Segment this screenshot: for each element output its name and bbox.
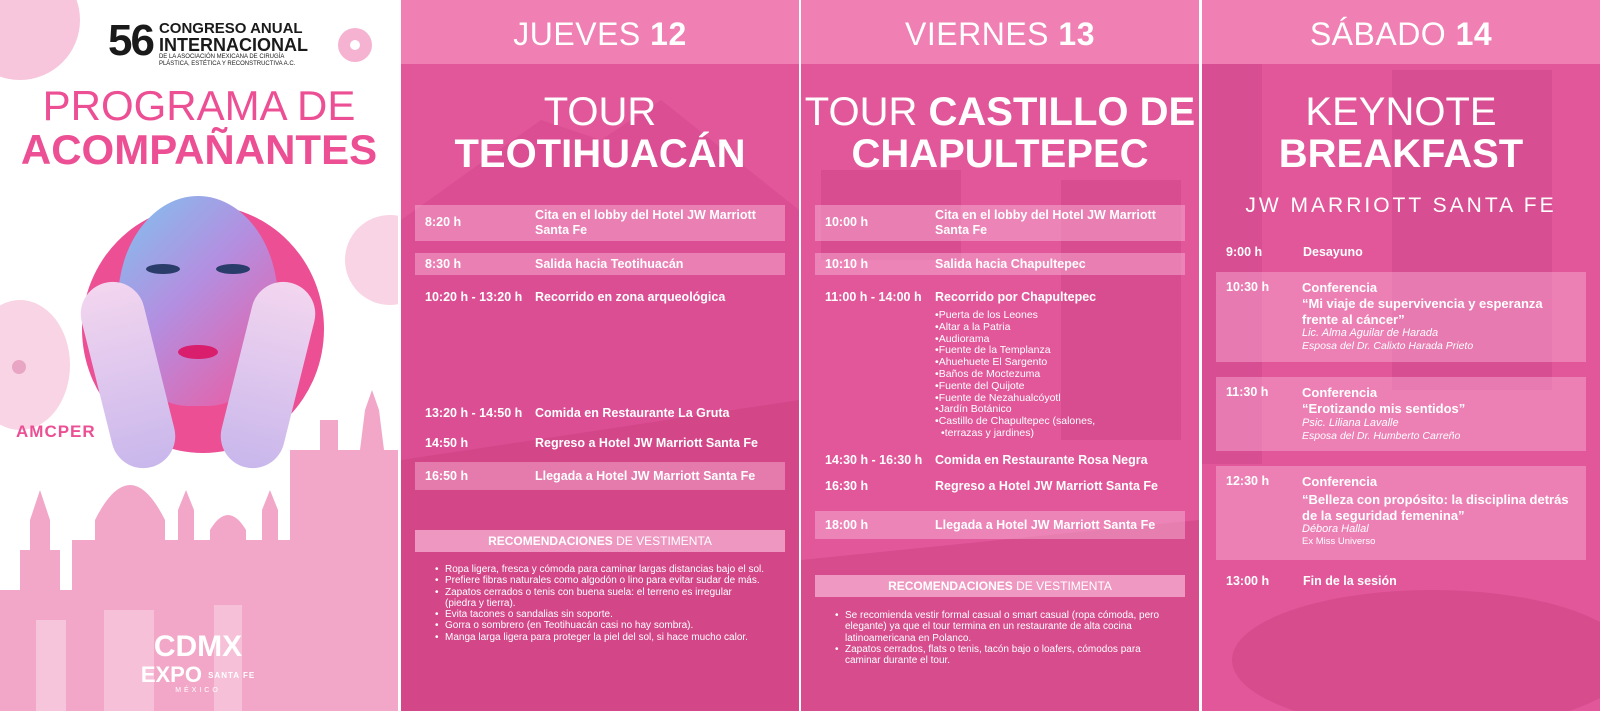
- recommendations-list: [835, 610, 1165, 666]
- logo-text: [159, 18, 309, 68]
- schedule-time: 11:00 h - 14:00 h: [825, 290, 922, 304]
- schedule-desc: Llegada a Hotel JW Marriott Santa Fe: [535, 469, 756, 483]
- event-venue: JW MARRIOTT SANTA FE: [1245, 194, 1557, 217]
- tour-title-light: TOUR: [543, 90, 657, 134]
- schedule-desc: Comida en Restaurante La Gruta: [535, 406, 730, 420]
- tour-title-bold-1: CASTILLO DE: [928, 90, 1196, 134]
- schedule-row: [815, 453, 1185, 473]
- conference-time: 12:30 h: [1226, 474, 1270, 488]
- day-name: VIERNES: [905, 16, 1049, 52]
- expo-logo-suffix: SANTA FE: [208, 671, 256, 681]
- site-item: • Fuente de la Templanza: [935, 345, 1095, 357]
- conference-speaker: Débora Hallal: [1302, 523, 1369, 535]
- schedule-desc: Llegada a Hotel JW Marriott Santa Fe: [935, 518, 1156, 532]
- schedule-row: [815, 253, 1185, 275]
- recommendations-list: [435, 564, 765, 643]
- cover-panel: [0, 0, 398, 711]
- conference-title: “Belleza con propósito: la disciplina detrás de la seguridad femenina”: [1302, 492, 1569, 523]
- conference-details: [1302, 280, 1574, 353]
- logo-line-3: DE LA ASOCIACIÓN MEXICANA DE CIRUGÍA PLÁSTICA, ESTÉTICA Y RECONSTRUCTIVA A.C.: [158, 54, 296, 67]
- schedule-time: 18:00 h: [825, 518, 869, 532]
- face-lips: [178, 345, 218, 359]
- site-item: • Jardín Botánico: [935, 404, 1095, 416]
- conference-speaker-note: Esposa del Dr. Humberto Carreño: [1302, 429, 1461, 442]
- site-item: • Castillo de Chapultepec (salones,: [935, 416, 1095, 428]
- cover-title-line-2: ACOMPAÑANTES: [20, 126, 378, 173]
- expo-logo-line-1: CDMX: [153, 630, 243, 663]
- day-name: SÁBADO: [1309, 16, 1447, 52]
- schedule-row: [815, 290, 1185, 310]
- decorative-circle: [12, 360, 26, 374]
- recommendations-header: [815, 575, 1185, 597]
- tour-title: [401, 92, 799, 174]
- schedule-desc: Cita en el lobby del Hotel JW Marriott Santa Fe: [535, 208, 756, 237]
- reco-header-rest: DE VESTIMENTA: [1012, 579, 1112, 593]
- schedule-row: [415, 290, 785, 310]
- conference-label: Conferencia: [1302, 474, 1378, 489]
- site-item: • Fuente del Quijote: [935, 381, 1095, 393]
- conference-block: [1216, 272, 1586, 362]
- schedule-row: [415, 253, 785, 275]
- day-number: 14: [1455, 16, 1493, 52]
- tour-title-bold: TEOTIHUACÁN: [454, 132, 746, 176]
- conference-block: [1216, 377, 1586, 451]
- conference-speaker: Lic. Alma Aguilar de Harada: [1302, 327, 1439, 339]
- schedule-desc: Regreso a Hotel JW Marriott Santa Fe: [935, 479, 1158, 493]
- schedule-desc: Cita en el lobby del Hotel JW Marriott Santa Fe: [935, 208, 1156, 237]
- tour-title: [801, 92, 1199, 174]
- logo-line-2: INTERNACIONAL: [158, 35, 308, 55]
- schedule-row: [815, 205, 1185, 241]
- schedule-time: 14:30 h - 16:30 h: [825, 453, 923, 467]
- schedule-time: 10:00 h: [825, 215, 869, 229]
- schedule-time: 13:00 h: [1226, 574, 1270, 588]
- site-item: • Audiorama: [935, 334, 1095, 346]
- recommendation-item: • Se recomienda vestir formal casual o smart casual (ropa cómoda, pero elegante) ya que el tour termina en un restaurante de alta cocina latinoamericana en Polanco.: [835, 610, 1165, 644]
- expo-logo-line-3: MÉXICO: [175, 687, 221, 695]
- recommendation-item: • Gorra o sombrero (en Teotihuacán casi no hay sombra).: [435, 620, 765, 631]
- cover-title: [0, 84, 398, 172]
- event-title: [1202, 92, 1600, 174]
- conference-time: 10:30 h: [1226, 280, 1270, 294]
- schedule-time: 9:00 h: [1226, 245, 1263, 259]
- decorative-circle: [0, 0, 80, 80]
- schedule-time: 8:20 h: [425, 215, 462, 229]
- decorative-circle: [350, 40, 360, 50]
- schedule-row: [415, 462, 785, 490]
- schedule-time: 16:30 h: [825, 479, 869, 493]
- recommendation-item: • Evita tacones o sandalias sin soporte.: [435, 609, 765, 620]
- congress-logo: [108, 18, 309, 68]
- schedule-row: [1216, 245, 1586, 265]
- recommendation-item: • Ropa ligera, fresca y cómoda para caminar largas distancias bajo el sol.: [435, 564, 765, 575]
- site-item: • Altar a la Patria: [935, 322, 1095, 334]
- event-title-line-2: BREAKFAST: [1278, 132, 1524, 176]
- conference-label: Conferencia: [1302, 385, 1378, 400]
- schedule-row: [415, 406, 785, 426]
- conference-details: [1302, 385, 1574, 443]
- recommendations-header: [415, 530, 785, 552]
- site-item: • Puerta de los Leones: [935, 310, 1095, 322]
- conference-label: Conferencia: [1302, 280, 1378, 295]
- schedule-desc: Recorrido en zona arqueológica: [535, 290, 726, 304]
- conference-time: 11:30 h: [1226, 385, 1269, 399]
- conference-speaker-note: Ex Miss Universo: [1302, 536, 1376, 547]
- schedule-desc: Comida en Restaurante Rosa Negra: [935, 453, 1148, 467]
- schedule-desc: Salida hacia Teotihuacán: [535, 257, 684, 271]
- day-header: [401, 0, 799, 64]
- friday-panel: [801, 0, 1199, 711]
- day-header: [801, 0, 1199, 64]
- conference-block: [1216, 466, 1586, 560]
- schedule-desc: Regreso a Hotel JW Marriott Santa Fe: [535, 436, 758, 450]
- site-item: • Ahuehuete El Sargento: [935, 357, 1095, 369]
- recommendation-item: • Zapatos cerrados, flats o tenis, tacón bajo o loafers, cómodos para caminar durante el tour.: [835, 644, 1165, 667]
- schedule-time: 8:30 h: [425, 257, 462, 271]
- day-number: 13: [1058, 16, 1095, 52]
- schedule-time: 16:50 h: [425, 469, 469, 483]
- schedule-row: [1216, 574, 1586, 594]
- tour-title-light: TOUR: [804, 90, 918, 134]
- face-eyes: [138, 258, 258, 280]
- sites-list: [935, 310, 1095, 440]
- cover-title-line-1: PROGRAMA DE: [42, 82, 356, 129]
- day-number: 12: [650, 16, 687, 52]
- expo-logo: [128, 632, 268, 694]
- day-header: [1202, 0, 1600, 64]
- schedule-time: 14:50 h: [425, 436, 469, 450]
- reco-header-bold: RECOMENDACIONES: [888, 579, 1013, 593]
- schedule-desc: Fin de la sesión: [1303, 574, 1397, 588]
- schedule-time: 13:20 h - 14:50 h: [425, 406, 523, 420]
- recommendation-item: • Prefiere fibras naturales como algodón o lino para evitar sudar de más.: [435, 575, 765, 586]
- thursday-panel: [401, 0, 799, 711]
- schedule-time: 10:10 h: [825, 257, 869, 271]
- logo-line-1: CONGRESO ANUAL: [158, 20, 303, 37]
- schedule-row: [415, 436, 785, 456]
- expo-logo-word: EXPO: [140, 662, 202, 687]
- conference-title: “Mi viaje de supervivencia y esperanza frente al cáncer”: [1302, 296, 1543, 327]
- conference-details: [1302, 474, 1574, 548]
- decorative-circle: [345, 215, 398, 305]
- reco-header-rest: DE VESTIMENTA: [612, 534, 712, 548]
- schedule-desc: Desayuno: [1303, 245, 1363, 259]
- schedule-desc: Recorrido por Chapultepec: [935, 290, 1097, 304]
- schedule-desc: Salida hacia Chapultepec: [935, 257, 1086, 271]
- site-item: • Baños de Moctezuma: [935, 369, 1095, 381]
- association-logo: AMCPER: [16, 422, 96, 441]
- site-item: • terrazas y jardines): [935, 428, 1095, 440]
- tour-title-bold-2: CHAPULTEPEC: [851, 132, 1149, 176]
- saturday-panel: [1202, 0, 1600, 711]
- schedule-row: [815, 479, 1185, 499]
- site-item: • Fuente de Nezahualcóyotl: [935, 393, 1095, 405]
- conference-title: “Erotizando mis sentidos”: [1302, 401, 1466, 416]
- day-name: JUEVES: [513, 16, 641, 52]
- event-title-line-1: KEYNOTE: [1305, 90, 1497, 134]
- schedule-time: 10:20 h - 13:20 h: [425, 290, 523, 304]
- logo-number: 56: [108, 16, 153, 65]
- schedule-row: [815, 511, 1185, 539]
- schedule-row: [415, 205, 785, 241]
- conference-speaker-note: Esposa del Dr. Calixto Harada Prieto: [1302, 340, 1474, 352]
- recommendation-item: • Zapatos cerrados o tenis con buena suela: el terreno es irregular (piedra y tierra).: [435, 587, 765, 610]
- expo-logo-line-2: [128, 664, 268, 687]
- reco-header-bold: RECOMENDACIONES: [488, 534, 613, 548]
- recommendation-item: • Manga larga ligera para proteger la piel del sol, si hace mucho calor.: [435, 632, 765, 643]
- conference-speaker: Psic. Liliana Lavalle: [1302, 416, 1399, 429]
